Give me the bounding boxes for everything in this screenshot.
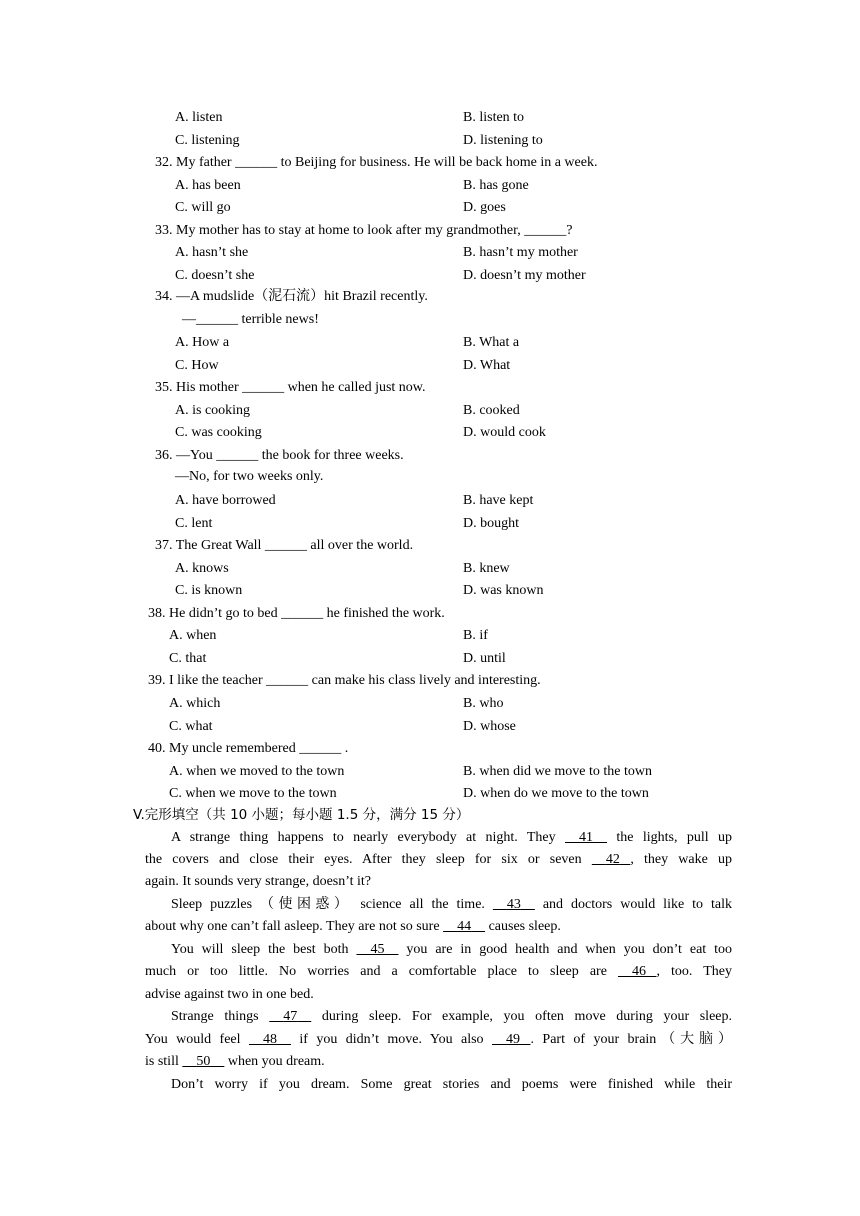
q34-stem: 34. —A mudslide（泥石流）hit Brazil recently. [155, 289, 428, 304]
q38-stem: 38. He didn’t go to bed ______ he finished the work. [148, 606, 445, 621]
q35-option-a: A. is cooking [175, 403, 251, 418]
passage-line: about why one can’t fall asleep. They are not so sure 44 causes sleep. [145, 919, 561, 934]
blank-42[interactable]: 42 [605, 852, 620, 867]
q32-option-c: C. will go [175, 200, 231, 215]
q39-option-b: B. who [463, 696, 504, 711]
blank-41[interactable]: 41 [579, 830, 594, 845]
q36-stem: 36. —You ______ the book for three weeks. [155, 448, 404, 463]
q33-option-b: B. hasn’t my mother [463, 245, 578, 260]
q34-option-d: D. What [463, 358, 511, 373]
q39-option-d: D. whose [463, 719, 516, 734]
q32-stem: 32. My father ______ to Beijing for business. He will be back home in a week. [155, 155, 598, 170]
passage-line: Don’t worry if you dream. Some great stories and poems were finished while their [171, 1077, 732, 1092]
q40-option-b: B. when did we move to the town [463, 764, 652, 779]
passage-line: is still 50 when you dream. [145, 1054, 325, 1069]
passage-line: the covers and close their eyes. After they sleep for six or seven 42 , they wake up [145, 852, 732, 867]
q35-option-c: C. was cooking [175, 425, 262, 440]
q37-stem: 37. The Great Wall ______ all over the world. [155, 538, 414, 553]
q31-option-c: C. listening [175, 133, 240, 148]
blank-48[interactable]: 48 [262, 1032, 277, 1047]
q36-option-b: B. have kept [463, 493, 534, 508]
blank-45[interactable]: 45 [370, 942, 385, 957]
passage-line: Strange things 47 during sleep. For example, you often move during your sleep. [171, 1009, 732, 1024]
blank-47[interactable]: 47 [283, 1009, 298, 1024]
q32-option-a: A. has been [175, 178, 241, 193]
q31-option-d: D. listening to [463, 133, 543, 148]
q39-option-c: C. what [169, 719, 213, 734]
blank-46[interactable]: 46 [631, 964, 646, 979]
q33-stem: 33. My mother has to stay at home to look after my grandmother, ______? [155, 223, 573, 238]
passage-line: again. It sounds very strange, doesn’t it? [145, 874, 372, 889]
q38-option-b: B. if [463, 628, 488, 643]
q33-option-c: C. doesn’t she [175, 268, 255, 283]
q34-stem-reply: —______ terrible news! [182, 312, 319, 327]
q34-option-a: A. How a [175, 335, 230, 350]
blank-44[interactable]: 44 [457, 919, 472, 934]
q36-stem-reply: —No, for two weeks only. [175, 469, 324, 484]
q37-option-a: A. knows [175, 561, 229, 576]
q38-option-c: C. that [169, 651, 207, 666]
q36-option-d: D. bought [463, 516, 519, 531]
q32-option-d: D. goes [463, 200, 506, 215]
passage-line: advise against two in one bed. [145, 987, 314, 1002]
q38-option-d: D. until [463, 651, 506, 666]
q39-option-a: A. which [169, 696, 221, 711]
q31-option-a: A. listen [175, 110, 223, 125]
q40-option-d: D. when do we move to the town [463, 786, 649, 801]
passage-line: Sleep puzzles （使困惑） science all the time. 43 and doctors would like to talk [171, 897, 732, 912]
q33-option-a: A. hasn’t she [175, 245, 249, 260]
blank-49[interactable]: 49 [505, 1032, 520, 1047]
q34-option-c: C. How [175, 358, 219, 373]
q34-option-b: B. What a [463, 335, 520, 350]
q33-option-d: D. doesn’t my mother [463, 268, 586, 283]
q38-option-a: A. when [169, 628, 217, 643]
passage-line: much or too little. No worries and a comfortable place to sleep are 46 , too. They [145, 964, 732, 979]
q40-stem: 40. My uncle remembered ______ . [148, 741, 349, 756]
q37-option-b: B. knew [463, 561, 510, 576]
blank-43[interactable]: 43 [506, 897, 521, 912]
q31-option-b: B. listen to [463, 110, 525, 125]
q40-option-c: C. when we move to the town [169, 786, 337, 801]
q40-option-a: A. when we moved to the town [169, 764, 345, 779]
q37-option-c: C. is known [175, 583, 243, 598]
q36-option-c: C. lent [175, 516, 213, 531]
q35-option-d: D. would cook [463, 425, 546, 440]
q32-option-b: B. has gone [463, 178, 529, 193]
q35-option-b: B. cooked [463, 403, 520, 418]
q39-stem: 39. I like the teacher ______ can make his class lively and interesting. [148, 673, 541, 688]
q36-option-a: A. have borrowed [175, 493, 276, 508]
section-heading: V.完形填空（共 10 小题；每小题 1.5 分，满分 15 分） [133, 807, 470, 823]
blank-50[interactable]: 50 [196, 1054, 211, 1069]
q37-option-d: D. was known [463, 583, 544, 598]
passage-line: You would feel 48 if you didn’t move. You also 49 . Part of your brain（大脑） [145, 1032, 732, 1047]
q35-stem: 35. His mother ______ when he called just now. [155, 380, 426, 395]
passage-line: You will sleep the best both 45 you are in good health and when you don’t eat too [171, 942, 733, 957]
passage-line: A strange thing happens to nearly everybody at night. They 41 the lights, pull up [171, 830, 733, 845]
